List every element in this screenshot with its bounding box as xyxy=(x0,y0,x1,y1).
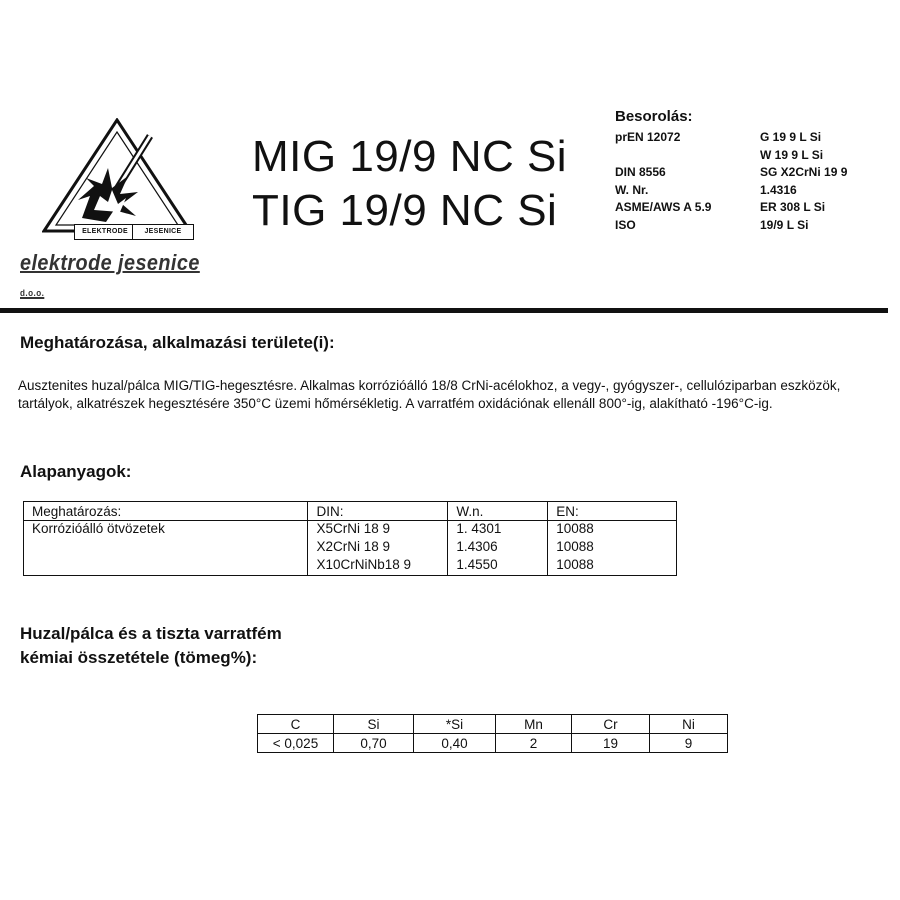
value-si: 0,70 xyxy=(334,734,414,753)
classification-value: 19/9 L Si xyxy=(760,217,809,232)
logo-label-left: ELEKTRODE xyxy=(74,224,136,240)
classification-value: SG X2CrNi 19 9 xyxy=(760,165,848,179)
base-materials-table xyxy=(23,501,677,576)
classification-row xyxy=(615,165,847,183)
cell-en: 10088 xyxy=(548,557,677,576)
classification-standard: W. Nr. xyxy=(615,182,649,197)
product-title-mig: MIG 19/9 NC Si xyxy=(252,132,568,181)
value-ni: 9 xyxy=(650,734,728,753)
header-en: EN: xyxy=(548,502,677,521)
cell-wn: 1. 4301 xyxy=(448,521,548,540)
brand-suffix: d.o.o. xyxy=(20,288,45,298)
company-logo xyxy=(14,110,244,298)
classification-row xyxy=(615,148,847,166)
table-row xyxy=(24,539,677,557)
classification-row xyxy=(615,130,847,148)
base-materials-header-row xyxy=(24,502,677,521)
cell-name xyxy=(24,539,308,557)
classification-title: Besorolás: xyxy=(615,108,693,125)
header-definition: Meghatározás: xyxy=(24,502,308,521)
chemistry-table xyxy=(257,714,728,753)
logo-label-right: JESENICE xyxy=(132,224,194,240)
classification-standard: prEN 12072 xyxy=(615,130,681,144)
classification-standard: ISO xyxy=(615,217,636,232)
classification-table xyxy=(615,130,847,235)
chemistry-heading-line1: Huzal/pálca és a tiszta varratfém xyxy=(20,624,282,643)
cell-name xyxy=(24,557,308,576)
cell-din: X5CrNi 18 9 xyxy=(308,521,448,540)
cell-din: X10CrNiNb18 9 xyxy=(308,557,448,576)
element-si: Si xyxy=(334,715,414,734)
value-mn: 2 xyxy=(496,734,572,753)
element-mn: Mn xyxy=(496,715,572,734)
classification-standard: ASME/AWS A 5.9 xyxy=(615,200,712,214)
definition-text: Ausztenites huzal/pálca MIG/TIG-hegesztésre. Alkalmas korrózióálló 18/8 CrNi-acélokhoz, a vegy-, gyógyszer-, cellulóziparban eszközök, tartályok, alkatrészek hegesztésére 350°C üzemi hőmérsékletig. A varratfém oxidációnak ellenáll 800°-ig, alakítható -196°C-ig. xyxy=(18,378,841,411)
chemistry-value-row xyxy=(258,734,728,753)
chemistry-header-row xyxy=(258,715,728,734)
cell-wn: 1.4306 xyxy=(448,539,548,557)
classification-row xyxy=(615,200,847,218)
value-c: < 0,025 xyxy=(258,734,334,753)
classification-standard xyxy=(615,148,760,166)
brand-name xyxy=(20,250,222,302)
element-ni: Ni xyxy=(650,715,728,734)
cell-en: 10088 xyxy=(548,539,677,557)
element-si-star: *Si xyxy=(414,715,496,734)
header-wn: W.n. xyxy=(448,502,548,521)
cell-en: 10088 xyxy=(548,521,677,540)
product-title-tig: TIG 19/9 NC Si xyxy=(252,186,558,235)
classification-row xyxy=(615,218,847,236)
cell-name: Korrózióálló ötvözetek xyxy=(24,521,308,540)
base-materials-heading: Alapanyagok: xyxy=(20,462,132,481)
element-cr: Cr xyxy=(572,715,650,734)
triangle-electrode-icon xyxy=(42,118,192,233)
classification-value: 1.4316 xyxy=(760,182,797,197)
value-si-star: 0,40 xyxy=(414,734,496,753)
classification-row xyxy=(615,183,847,201)
table-row xyxy=(24,557,677,576)
header-din: DIN: xyxy=(308,502,448,521)
value-cr: 19 xyxy=(572,734,650,753)
brand-text: elektrode jesenice xyxy=(20,250,200,275)
cell-wn: 1.4550 xyxy=(448,557,548,576)
chemistry-heading-line2: kémiai összetétele (tömeg%): xyxy=(20,648,258,667)
table-row xyxy=(24,521,677,540)
element-c: C xyxy=(258,715,334,734)
definition-heading: Meghatározása, alkalmazási területe(i): xyxy=(20,333,335,352)
classification-value: G 19 9 L Si xyxy=(760,130,822,144)
classification-value: ER 308 L Si xyxy=(760,200,826,214)
classification-standard: DIN 8556 xyxy=(615,165,666,179)
header-divider xyxy=(0,308,888,313)
classification-value: W 19 9 L Si xyxy=(760,147,824,162)
cell-din: X2CrNi 18 9 xyxy=(308,539,448,557)
